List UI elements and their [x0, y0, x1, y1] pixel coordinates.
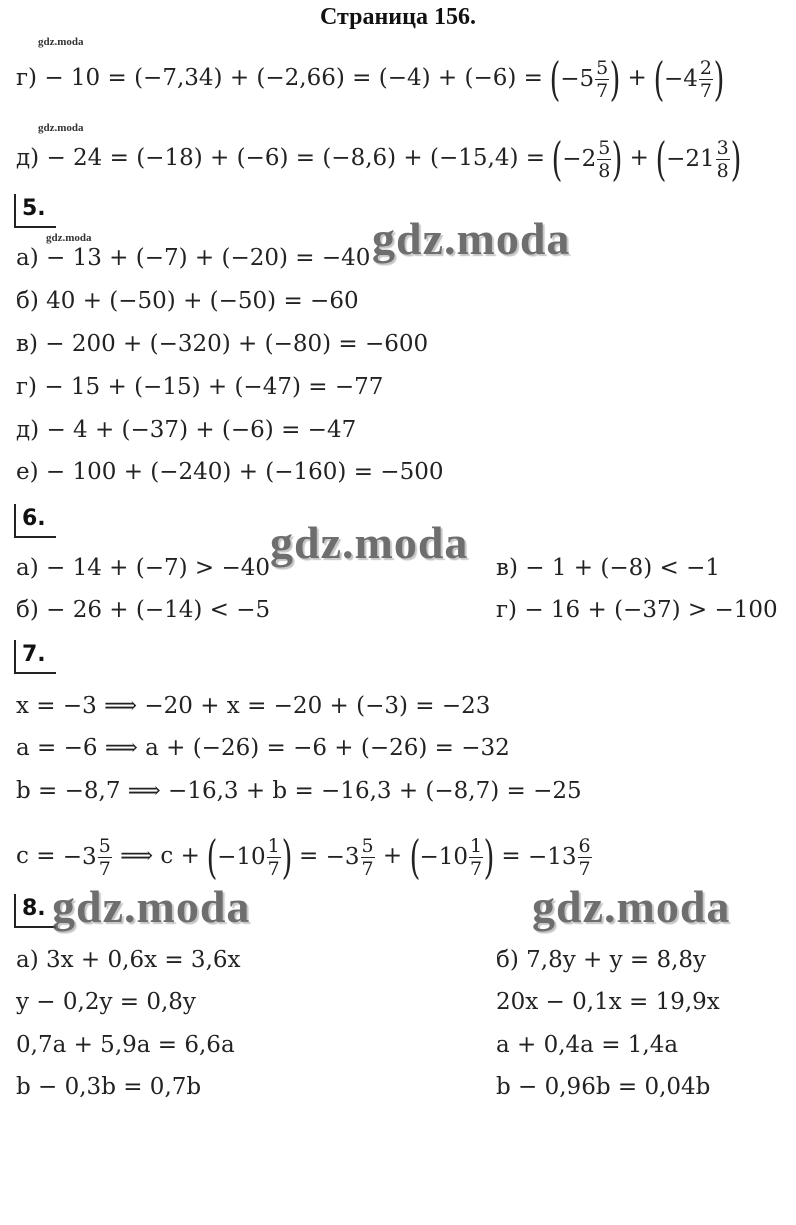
equation-line: 20x − 0,1x = 19,9x [496, 989, 720, 1015]
equation-line: д) − 4 + (−37) + (−6) = −47 [16, 417, 357, 443]
numerator: 1 [267, 834, 280, 857]
fraction [267, 835, 281, 880]
denominator: 8 [716, 159, 729, 182]
mixed-whole: −21 [666, 146, 715, 172]
page-title: Страница 156. [320, 4, 476, 30]
fraction [597, 137, 611, 182]
fraction [578, 835, 592, 880]
task-number-8: 8. [14, 894, 56, 928]
watermark: gdz.moda [270, 517, 469, 568]
mixed-whole: −3 [62, 844, 97, 870]
equation-line: г) − 16 + (−37) > −100 [496, 597, 778, 623]
equation-text: − 10 = (−7,34) + (−2,66) = (−4) + (−6) = [44, 65, 543, 91]
equation-text: c = [16, 843, 63, 869]
task-number-6: 6. [14, 504, 56, 538]
mixed-whole: −5 [560, 66, 595, 92]
denominator: 7 [578, 857, 591, 880]
watermark: gdz.moda [372, 213, 571, 264]
fraction [716, 137, 730, 182]
denominator: 7 [699, 79, 712, 102]
operator: = [494, 843, 528, 869]
numerator: 6 [578, 834, 591, 857]
watermark: gdz.moda [52, 881, 251, 932]
task-number-5: 5. [14, 194, 56, 228]
numerator: 5 [596, 56, 609, 79]
equation-line: б) 40 + (−50) + (−50) = −60 [16, 288, 359, 314]
numerator: 5 [598, 136, 611, 159]
equation-line: а) − 14 + (−7) > −40 [16, 555, 271, 581]
equation-line: а) − 13 + (−7) + (−20) = −40 [16, 245, 371, 271]
equation-line: 0,7a + 5,9a = 6,6a [16, 1032, 235, 1058]
equation-line: x = −3 ⟹ −20 + x = −20 + (−3) = −23 [16, 693, 491, 719]
fraction [361, 835, 375, 880]
equation-line: в) − 1 + (−8) < −1 [496, 555, 720, 581]
numerator: 5 [98, 834, 111, 857]
equation-line: y − 0,2y = 0,8y [16, 989, 196, 1015]
mixed-whole: −13 [527, 844, 577, 870]
operator: + [375, 843, 410, 869]
denominator: 7 [361, 857, 374, 880]
numerator: 1 [470, 834, 483, 857]
equation-line: д) − 24 = (−18) + (−6) = (−8,6) + (−15,4) = (−2 $\frac{5}{8}$ ) + (−21 $\frac{3}{8}$ ) [16, 132, 742, 186]
equation-line: г) − 15 + (−15) + (−47) = −77 [16, 374, 384, 400]
numerator: 2 [699, 56, 712, 79]
numerator: 3 [716, 136, 729, 159]
watermark-small: gdz.moda [46, 232, 92, 244]
equation-text: ⟹ c + [112, 843, 208, 869]
denominator: 7 [98, 857, 111, 880]
equation-line: а) 3x + 0,6x = 3,6x [16, 947, 241, 973]
mixed-whole: −4 [664, 66, 698, 92]
equation-line: a + 0,4a = 1,4a [496, 1032, 679, 1058]
denominator: 7 [596, 79, 609, 102]
operator: = [291, 843, 326, 869]
operator: + [629, 145, 649, 171]
denominator: 8 [598, 159, 611, 182]
equation-line: c = −3 $\frac{5}{7}$ ⟹ c + (−10 $\frac{1}{7}$ ) = −3 $\frac{5}{7}$ + (−10 $\frac{1}{7}$ ) = −13 $\frac{6}{7}$ [16, 830, 591, 884]
watermark-small: gdz.moda [38, 36, 84, 48]
mixed-whole: −10 [419, 844, 469, 870]
numerator: 5 [361, 834, 374, 857]
mixed-whole: −10 [217, 844, 266, 870]
equation-line: б) − 26 + (−14) < −5 [16, 597, 271, 623]
denominator: 7 [470, 857, 483, 880]
equation-line: a = −6 ⟹ a + (−26) = −6 + (−26) = −32 [16, 735, 510, 761]
watermark: gdz.moda [532, 881, 731, 932]
denominator: 7 [267, 857, 280, 880]
equation-line: б) 7,8y + y = 8,8y [496, 947, 707, 973]
item-label: д) [16, 145, 40, 171]
operator: + [627, 65, 647, 91]
item-label: г) [16, 65, 38, 91]
watermark-small: gdz.moda [38, 122, 84, 134]
equation-line: в) − 200 + (−320) + (−80) = −600 [16, 331, 429, 357]
equation-line: b − 0,96b = 0,04b [496, 1074, 711, 1100]
equation-line: е) − 100 + (−240) + (−160) = −500 [16, 459, 444, 485]
task-number-7: 7. [14, 640, 56, 674]
equation-line: b − 0,3b = 0,7b [16, 1074, 202, 1100]
equation-text: − 24 = (−18) + (−6) = (−8,6) + (−15,4) = [46, 145, 546, 171]
mixed-whole: −3 [325, 844, 360, 870]
equation-line: г) − 10 = (−7,34) + (−2,66) = (−4) + (−6) = (−5 $\frac{5}{7}$ ) + (−4 $\frac{2}{7}$ ) [16, 52, 725, 106]
fraction [98, 835, 112, 880]
equation-line: b = −8,7 ⟹ −16,3 + b = −16,3 + (−8,7) = −25 [16, 778, 582, 804]
fraction [699, 57, 713, 102]
fraction [595, 57, 609, 102]
mixed-whole: −2 [562, 146, 597, 172]
fraction [469, 835, 483, 880]
